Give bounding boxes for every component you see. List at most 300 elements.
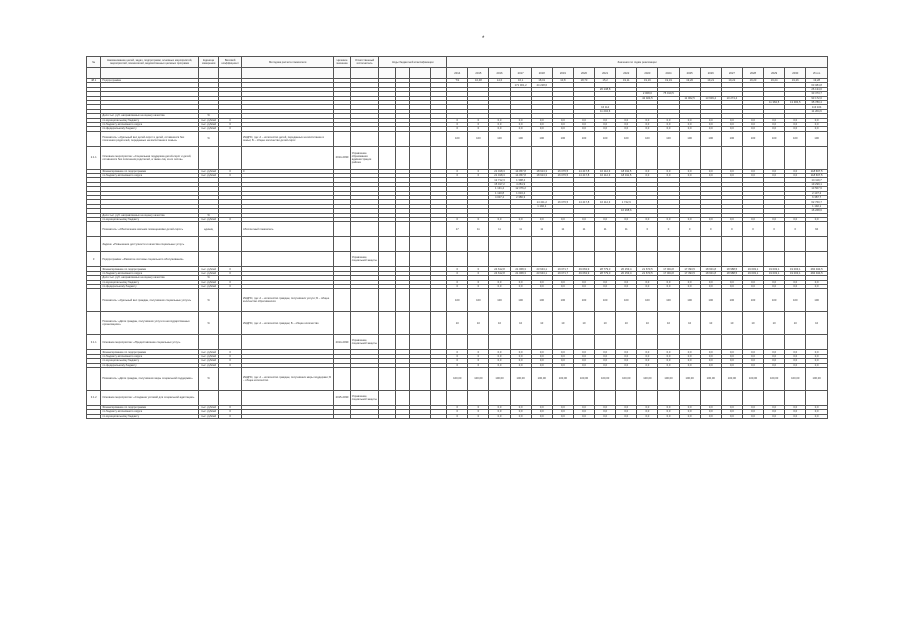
row-value: 100: [679, 289, 700, 312]
row-value: 19 071,7: [552, 267, 573, 271]
row-value: [637, 335, 658, 350]
row-value: 0,0: [700, 284, 721, 288]
row-value: 16 114: [595, 105, 616, 109]
row-value: [447, 252, 468, 267]
row-value: 0,0: [806, 122, 828, 126]
row-value: [447, 146, 468, 169]
row-value: 0: [447, 127, 468, 131]
row-value: 17 004,8: [658, 267, 679, 271]
row-value: 15,2: [595, 79, 616, 83]
row-budget-code: [395, 237, 409, 252]
table-row: [87, 390, 828, 405]
row-value: 100: [721, 131, 742, 146]
row-value: [510, 146, 531, 169]
row-value: 100: [806, 289, 828, 312]
row-value: 0,0: [573, 350, 594, 354]
row-value: 0,0: [489, 363, 510, 367]
row-value: 0,0: [531, 118, 552, 122]
row-budget-code: [379, 414, 395, 418]
row-value: 14 057,8: [510, 169, 531, 173]
row-value: 0,0: [489, 284, 510, 288]
row-value: [785, 390, 806, 405]
row-name: по муниципальному бюджету: [101, 118, 199, 122]
row-value: 16 268,6: [806, 209, 828, 213]
row-value: [806, 237, 828, 252]
row-value: 19,19: [658, 79, 679, 83]
row-value: 10 274,4: [721, 96, 742, 100]
row-value: 0,0: [552, 217, 573, 221]
row-value: 100: [595, 131, 616, 146]
row-name: по бюджету автономного округа: [101, 271, 199, 275]
row-value: 0,0: [679, 169, 700, 173]
row-value: 100: [700, 289, 721, 312]
row-value: [573, 252, 594, 267]
row-value: 0,0: [552, 127, 573, 131]
row-value: [510, 237, 531, 252]
row-name: по муниципальному бюджету: [101, 280, 199, 284]
row-value: 62 760,7: [806, 200, 828, 204]
row-value: 0,0: [806, 359, 828, 363]
row-name: по бюджету автономного округа: [101, 410, 199, 414]
year-header-cell: 2020: [573, 68, 594, 79]
row-budget-code: [410, 367, 431, 390]
row-value: 100,00: [742, 367, 763, 390]
row-budget-code: [430, 237, 446, 252]
row-value: 11: [595, 222, 616, 237]
row-unit: тыс. рублей: [198, 271, 219, 275]
row-value: 100: [616, 131, 637, 146]
row-value: [573, 237, 594, 252]
row-value: [616, 237, 637, 252]
row-value: 0,0: [658, 280, 679, 284]
row-value: [742, 252, 763, 267]
row-result: 2015-2030: [334, 390, 350, 405]
row-value: [658, 335, 679, 350]
row-value: 0,0: [531, 414, 552, 418]
row-value: 0,0: [742, 359, 763, 363]
row-value: 0,0: [785, 127, 806, 131]
row-value: 0: [447, 267, 468, 271]
year-header-cell: 2021: [595, 68, 616, 79]
row-value: [679, 335, 700, 350]
row-value: 100: [764, 289, 785, 312]
row-value: [510, 335, 531, 350]
row-value: 0: [447, 284, 468, 288]
row-value: 100: [637, 289, 658, 312]
row-value: 28 779,3: [595, 271, 616, 275]
row-value: 0,0: [721, 284, 742, 288]
row-unit: %: [198, 289, 219, 312]
row-name: Финансирование по подпрограмме: [101, 350, 199, 354]
row-value: 0,0: [595, 359, 616, 363]
row-value: 0,0: [806, 354, 828, 358]
row-value: [721, 146, 742, 169]
row-value: [637, 390, 658, 405]
row-value: 0,0: [679, 127, 700, 131]
row-value: 18 988,5: [721, 271, 742, 275]
row-weight: [219, 131, 242, 146]
row-weight: [219, 312, 242, 335]
row-result: [334, 222, 350, 237]
header-budget: Коды бюджетной классификации: [379, 57, 447, 68]
row-value: 0: [468, 271, 489, 275]
row-value: 0: [468, 217, 489, 221]
row-value: 0,0: [489, 217, 510, 221]
row-value: 0,0: [721, 405, 742, 409]
row-value: 100: [742, 131, 763, 146]
row-value: 0,0: [573, 359, 594, 363]
row-value: [742, 237, 763, 252]
row-weight: 0: [219, 127, 242, 131]
row-value: 0: [447, 271, 468, 275]
row-value: 118 607,5: [806, 169, 828, 173]
row-unit: [198, 146, 219, 169]
row-value: 0,0: [658, 354, 679, 358]
row-value: 0: [468, 405, 489, 409]
row-value: 0,0: [764, 350, 785, 354]
row-value: 0,0: [785, 118, 806, 122]
year-header-cell: 2022: [616, 68, 637, 79]
row-budget-code: [430, 312, 446, 335]
year-header-cell: 2018: [531, 68, 552, 79]
row-value: [721, 252, 742, 267]
table-row: [87, 367, 828, 390]
row-value: 0: [468, 359, 489, 363]
row-value: [679, 237, 700, 252]
row-number: [87, 237, 101, 252]
row-value: 0,0: [764, 169, 785, 173]
row-weight: [219, 367, 242, 390]
row-unit: тыс. рублей: [198, 410, 219, 414]
row-value: 10: [531, 312, 552, 335]
row-value: 0,0: [785, 359, 806, 363]
row-weight: 0: [219, 122, 242, 126]
row-value: 0,0: [616, 217, 637, 221]
row-value: 100: [489, 131, 510, 146]
row-value: 0,0: [637, 174, 658, 178]
row-value: 0,0: [742, 354, 763, 358]
row-value: 17 393,5: [679, 267, 700, 271]
row-value: 0,0: [637, 122, 658, 126]
row-value: 0: [447, 410, 468, 414]
row-method: Абсолютный показатель: [241, 222, 333, 237]
row-executor: [350, 222, 379, 237]
table-row: [87, 252, 828, 267]
row-value: 100: [742, 289, 763, 312]
row-value: 0,0: [785, 363, 806, 367]
row-budget-code: [395, 414, 409, 418]
row-value: [700, 237, 721, 252]
row-value: 0,0: [742, 169, 763, 173]
row-value: 0,0: [595, 410, 616, 414]
row-value: 0,0: [700, 350, 721, 354]
row-unit: тыс. рублей: [198, 405, 219, 409]
row-value: 0,0: [637, 410, 658, 414]
row-value: 0,0: [679, 405, 700, 409]
row-result: [334, 252, 350, 267]
row-number: [87, 289, 101, 312]
row-budget-code: [395, 335, 409, 350]
row-value: 100: [573, 289, 594, 312]
row-value: [447, 237, 468, 252]
row-value: 0,0: [658, 217, 679, 221]
row-value: 100,00: [764, 367, 785, 390]
row-value: 0: [447, 405, 468, 409]
row-unit: %: [198, 276, 219, 280]
row-weight: 0: [219, 267, 242, 271]
row-value: 0,0: [637, 350, 658, 354]
row-name: Показатель: «Доля граждан, получивших меры социальной поддержки»: [101, 367, 199, 390]
row-budget-code: [430, 414, 446, 418]
row-value: [510, 252, 531, 267]
year-header-cell: Итого: [806, 68, 828, 79]
row-value: 0,0: [700, 363, 721, 367]
row-value: 10: [573, 312, 594, 335]
header-executor: Ответственный исполнитель: [350, 57, 379, 68]
row-value: 19,21: [700, 79, 721, 83]
row-value: 0,0: [552, 284, 573, 288]
row-value: [742, 146, 763, 169]
row-value: 0,0: [700, 122, 721, 126]
header-method: Методика расчета показателя: [241, 57, 333, 68]
row-value: [806, 252, 828, 267]
row-value: 18 601,8: [700, 267, 721, 271]
row-value: 100,00: [573, 367, 594, 390]
row-value: 0,0: [616, 363, 637, 367]
row-value: 18,01: [531, 79, 552, 83]
row-value: 16 076,5: [552, 200, 573, 204]
row-value: 0,0: [700, 359, 721, 363]
row-value: [489, 146, 510, 169]
row-method: 0: [241, 169, 333, 173]
row-executor: [350, 367, 379, 390]
row-value: 0,0: [742, 405, 763, 409]
row-value: 100,00: [531, 367, 552, 390]
row-value: 1 192,1: [806, 204, 828, 208]
row-value: 0,0: [658, 359, 679, 363]
row-value: 0,0: [531, 350, 552, 354]
year-header-cell: 2019: [552, 68, 573, 79]
row-value: 0,0: [764, 354, 785, 358]
row-value: 0,0: [700, 174, 721, 178]
row-value: 0,0: [616, 410, 637, 414]
row-value: [552, 146, 573, 169]
row-unit: единиц: [198, 222, 219, 237]
row-value: 0,0: [764, 280, 785, 284]
row-budget-code: [410, 414, 431, 418]
row-value: 0,0: [510, 118, 531, 122]
row-value: 0,0: [700, 127, 721, 131]
row-value: 0: [468, 169, 489, 173]
row-value: 24 612,8: [489, 271, 510, 275]
row-value: [806, 146, 828, 169]
header-weight: Весовой коэффициент: [219, 57, 242, 68]
row-value: 10: [721, 312, 742, 335]
row-value: 17 393,5: [679, 271, 700, 275]
row-value: 19 003,1: [785, 267, 806, 271]
row-budget-code: [395, 312, 409, 335]
row-unit: %: [198, 367, 219, 390]
row-value: 100: [700, 131, 721, 146]
row-value: 4 007,4: [489, 196, 510, 200]
row-unit: %: [198, 131, 219, 146]
row-value: 0,0: [637, 169, 658, 173]
row-unit: тыс. рублей: [198, 122, 219, 126]
row-value: [764, 390, 785, 405]
row-value: 100: [468, 289, 489, 312]
row-value: 17 004,8: [658, 271, 679, 275]
row-value: 0,0: [510, 414, 531, 418]
row-value: 10: [510, 312, 531, 335]
row-value: 0,0: [785, 354, 806, 358]
row-name: Финансирование по подпрограмме: [101, 169, 199, 173]
row-value: 0,0: [658, 174, 679, 178]
year-header-row: [87, 68, 828, 79]
row-weight: 0: [219, 359, 242, 363]
row-value: 0,0: [616, 118, 637, 122]
row-value: 0,0: [510, 350, 531, 354]
row-value: 0,0: [616, 284, 637, 288]
row-value: 21 673,5: [637, 271, 658, 275]
row-name: по бюджету автономного округа: [101, 354, 199, 358]
row-value: 0,0: [573, 122, 594, 126]
row-value: 0,0: [552, 363, 573, 367]
row-value: 0,0: [531, 284, 552, 288]
row-value: [700, 146, 721, 169]
row-value: 0,0: [785, 284, 806, 288]
row-value: 0,0: [806, 217, 828, 221]
row-number: 3.1.1: [87, 335, 101, 350]
row-method: [241, 237, 333, 252]
row-value: 0,0: [595, 363, 616, 367]
row-value: 113 104: [806, 105, 828, 109]
row-value: 0,0: [679, 359, 700, 363]
row-value: 284 944,5: [806, 271, 828, 275]
row-weight: 0: [219, 217, 242, 221]
row-name: по бюджету автономного округа: [101, 122, 199, 126]
row-value: 0,0: [637, 284, 658, 288]
row-value: 0,0: [637, 118, 658, 122]
row-value: 0: [468, 414, 489, 418]
row-value: 18 011,5: [616, 169, 637, 173]
row-value: 19 003,1: [742, 267, 763, 271]
row-value: 93 172,0: [806, 96, 828, 100]
row-value: 49 063,9: [573, 267, 594, 271]
row-value: 0,0: [679, 414, 700, 418]
row-value: 10: [616, 312, 637, 335]
row-value: 0,0: [552, 359, 573, 363]
row-value: 0,0: [700, 354, 721, 358]
row-executor: Управление социальной защиты: [350, 252, 379, 267]
row-value: 0,0: [531, 127, 552, 131]
row-value: 0: [468, 122, 489, 126]
row-value: 13 507,6: [806, 187, 828, 191]
row-value: 0,0: [721, 122, 742, 126]
row-value: 100: [447, 131, 468, 146]
row-executor: Управление образования администрации района: [350, 146, 379, 169]
row-value: 0,0: [510, 284, 531, 288]
row-result: [334, 312, 350, 335]
row-budget-code: [379, 390, 395, 405]
row-name: Показатель: «Доля граждан, получивших услуги в негосударственных организациях»: [101, 312, 199, 335]
row-value: 0,0: [595, 414, 616, 418]
row-value: 1 120,8: [489, 191, 510, 195]
row-value: 0,0: [785, 169, 806, 173]
row-value: 0,0: [658, 410, 679, 414]
row-value: 0,0: [595, 118, 616, 122]
row-value: 11: [573, 222, 594, 237]
row-weight: [219, 252, 242, 267]
row-value: 100,00: [806, 367, 828, 390]
year-header-cell: 2017: [510, 68, 531, 79]
row-value: 0,0: [721, 410, 742, 414]
row-weight: [219, 390, 242, 405]
row-number: [87, 131, 101, 146]
row-value: 0,0: [679, 363, 700, 367]
row-value: 0,0: [637, 217, 658, 221]
row-value: 0,0: [679, 122, 700, 126]
row-value: 0,0: [595, 405, 616, 409]
row-budget-code: [395, 390, 409, 405]
row-budget-code: [410, 146, 431, 169]
row-value: 0,0: [806, 280, 828, 284]
row-unit: тыс. рублей: [198, 414, 219, 418]
row-value: 16 076,5: [552, 174, 573, 178]
row-value: 14 417,8: [573, 174, 594, 178]
row-value: 0,0: [616, 350, 637, 354]
row-value: [489, 335, 510, 350]
row-unit: [198, 252, 219, 267]
row-value: [679, 252, 700, 267]
row-value: 0: [468, 127, 489, 131]
row-unit: тыс. рублей: [198, 118, 219, 122]
row-value: 14,6: [489, 79, 510, 83]
row-value: 0,0: [489, 127, 510, 131]
row-value: 0,0: [700, 414, 721, 418]
row-value: 0,0: [679, 280, 700, 284]
row-name: Доля тыс. руб. направляемых на оценку качества: [101, 213, 199, 217]
row-value: 0,0: [764, 410, 785, 414]
row-value: [700, 335, 721, 350]
year-header-cell: 2025: [679, 68, 700, 79]
row-name: по федеральному бюджету: [101, 284, 199, 288]
row-value: 0,0: [658, 414, 679, 418]
row-value: 19,22: [721, 79, 742, 83]
row-value: 0: [468, 280, 489, 284]
row-result: [334, 131, 350, 146]
row-value: 0,0: [806, 284, 828, 288]
row-value: 0,0: [742, 280, 763, 284]
row-value: 0,0: [552, 118, 573, 122]
row-value: [785, 335, 806, 350]
row-value: [531, 390, 552, 405]
row-value: 0,0: [489, 405, 510, 409]
row-executor: [350, 312, 379, 335]
row-value: 18,73: [573, 79, 594, 83]
table-row: [87, 131, 828, 146]
row-value: 18 011,5: [616, 174, 637, 178]
row-name: Показатель: «Удельный вес детей-сирот и детей, оставшихся без попечения родителей, переданных на воспитание в семьи»: [101, 131, 199, 146]
row-value: [616, 335, 637, 350]
row-value: 100: [510, 131, 531, 146]
row-value: 0,0: [785, 174, 806, 178]
row-value: 11: [468, 222, 489, 237]
row-value: 4 281,9: [510, 182, 531, 186]
row-value: [637, 237, 658, 252]
row-name: Финансирование по подпрограмме: [101, 267, 199, 271]
row-value: 0,0: [700, 169, 721, 173]
table-row: [87, 335, 828, 350]
